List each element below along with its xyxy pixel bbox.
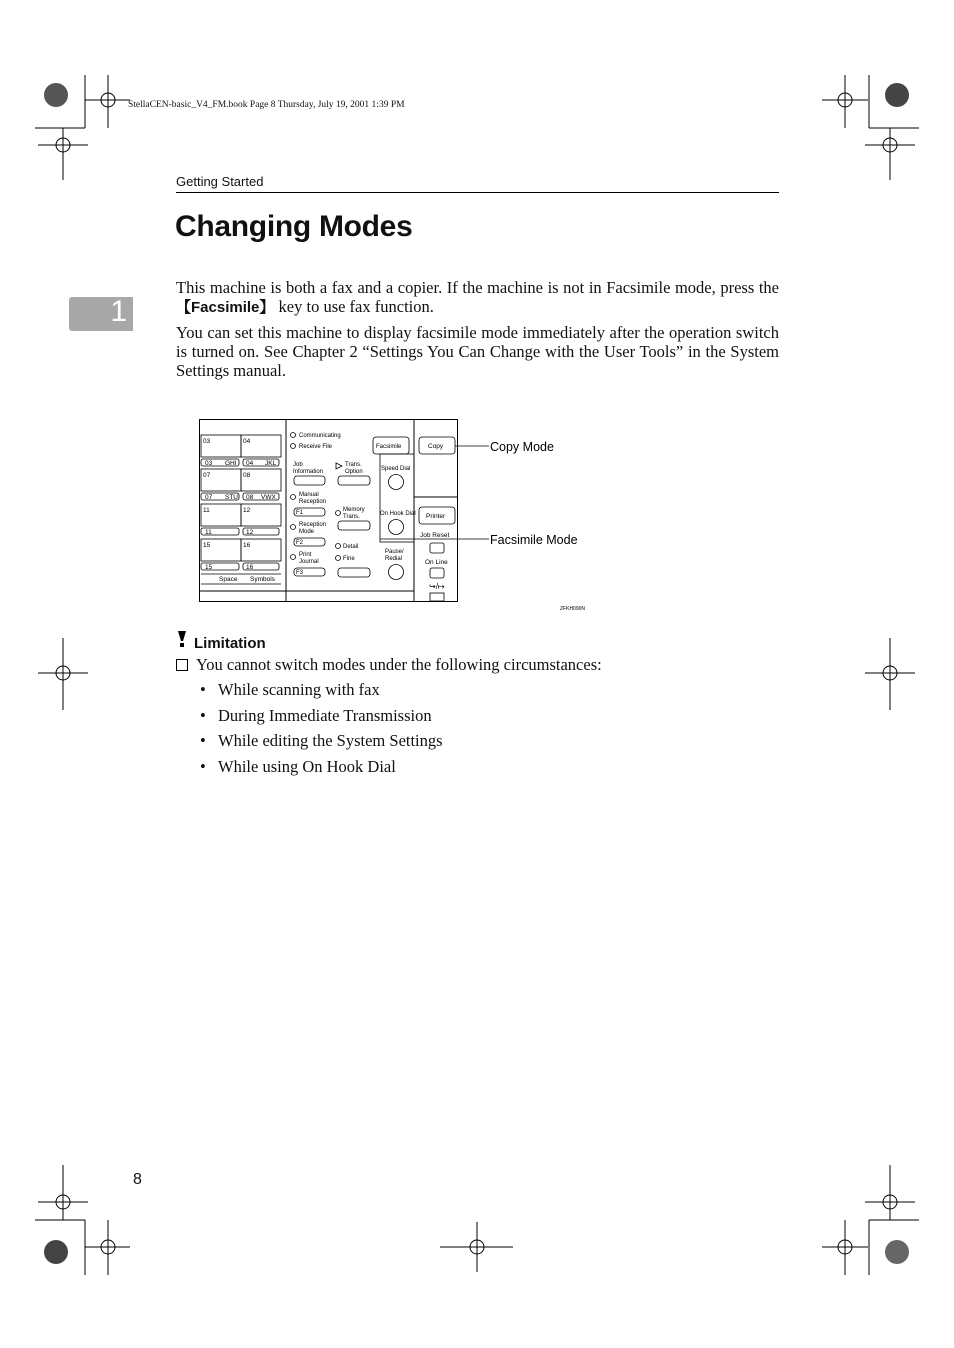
power-symbol-icon: ↪/↦ <box>429 582 445 591</box>
page-title: Changing Modes <box>175 210 413 243</box>
key-15-tag: 15 <box>205 564 213 571</box>
key-stu-tag: STU <box>225 494 238 501</box>
key-12-tag: 12 <box>246 529 254 536</box>
key-11-tag: 11 <box>205 529 212 536</box>
limitation-icon <box>176 630 188 652</box>
intro-paragraph <box>176 278 779 317</box>
trans-option-label-1: Trans. <box>345 462 362 468</box>
key-bracket-close: 】 <box>259 299 275 316</box>
printer-key-label: Printer <box>426 513 446 520</box>
facsimile-mode-callout: Facsimile Mode <box>490 533 578 547</box>
key-03-label: 03 <box>203 438 211 445</box>
key-15-label: 15 <box>203 542 211 549</box>
key-bracket-open: 【 <box>176 299 192 316</box>
control-panel-diagram <box>199 419 594 614</box>
print-journal-label-1: Print <box>299 552 312 558</box>
limitation-note <box>176 655 602 675</box>
header-rule <box>176 192 779 193</box>
key-08-label: 08 <box>243 472 251 479</box>
key-12-label: 12 <box>243 507 251 514</box>
limitation-heading-text: Limitation <box>194 635 266 652</box>
key-11-label: 11 <box>203 507 210 514</box>
limitation-heading <box>176 630 266 652</box>
limitation-list <box>200 680 443 782</box>
figure-code: ZFKH090N <box>560 606 586 612</box>
list-item <box>200 680 443 706</box>
list-item-text: While using On Hook Dial <box>218 756 396 776</box>
f2-key-label: F2 <box>296 540 304 546</box>
communicating-indicator-label: Communicating <box>299 433 341 439</box>
list-item-text: While editing the System Settings <box>218 731 443 750</box>
chapter-number: 1 <box>110 295 127 328</box>
pause-redial-label-2: Redial <box>385 556 403 562</box>
print-journal-label-2: Journal <box>299 559 319 565</box>
job-reset-label: Job Reset <box>420 532 450 539</box>
memory-trans-label-2: Trans. <box>343 514 360 520</box>
f1-key-label: F1 <box>296 510 304 516</box>
f3-key-label: F3 <box>296 570 304 576</box>
bullet-icon: • <box>200 680 206 699</box>
key-04-tag: 04 <box>246 460 254 467</box>
key-vwx-tag: VWX <box>261 494 276 501</box>
key-04-label: 04 <box>243 438 251 445</box>
registration-disk <box>885 1240 909 1264</box>
settings-paragraph: You can set this machine to display facsimile mode immediately after the operation switch is turned on. See Chapter 2 “Settings You Can Change with the User Tools” in the System Settings manual. <box>176 323 779 380</box>
key-16-label: 16 <box>243 542 251 549</box>
reception-mode-label-1: Reception <box>299 522 327 528</box>
space-key-label: Space <box>219 576 238 583</box>
speed-dial-label: Speed Dial <box>381 466 411 472</box>
print-header-meta: StellaCEN-basic_V4_FM.book Page 8 Thursday, July 19, 2001 1:39 PM <box>128 100 405 110</box>
copy-mode-callout: Copy Mode <box>490 440 554 454</box>
bullet-icon: • <box>200 756 206 776</box>
manual-reception-label-2: Reception <box>299 499 327 505</box>
symbols-key-label: Symbols <box>250 576 275 583</box>
facsimile-key-name: Facsimile <box>191 299 260 316</box>
registration-disk <box>44 1240 68 1264</box>
detail-indicator-label: Detail <box>343 544 359 550</box>
intro-text-before: This machine is both a fax and a copier. If the machine is not in Facsimile mode, press the <box>176 278 779 297</box>
pause-redial-label-1: Pause/ <box>385 549 404 555</box>
facsimile-key-label: Facsimile <box>376 444 402 450</box>
key-ghi-tag: GHI <box>225 460 237 467</box>
running-header: Getting Started <box>176 174 264 189</box>
memory-trans-label-1: Memory <box>343 507 365 513</box>
key-16-tag: 16 <box>246 564 254 571</box>
chapter-tab <box>69 297 133 331</box>
receive-file-indicator-label: Receive File <box>299 444 333 450</box>
intro-text-after: key to use fax function. <box>274 297 434 316</box>
on-line-label: On Line <box>425 559 448 566</box>
limitation-intro-text: You cannot switch modes under the following circumstances: <box>196 655 602 674</box>
manual-reception-label-1: Manual <box>299 492 319 498</box>
reception-mode-label-2: Mode <box>299 529 315 535</box>
checkbox-bullet-icon <box>176 659 188 671</box>
key-07-tag: 07 <box>205 494 213 501</box>
key-03-tag: 03 <box>205 460 213 467</box>
key-jkl-tag: JKL <box>265 460 277 467</box>
list-item <box>200 731 443 757</box>
list-item <box>200 706 443 732</box>
key-08-tag: 08 <box>246 494 254 501</box>
list-item-text: During Immediate Transmission <box>218 705 432 725</box>
list-item <box>200 757 443 783</box>
copy-key-label: Copy <box>428 443 444 450</box>
list-item-text: While scanning with fax <box>218 680 380 699</box>
fine-indicator-label: Fine <box>343 556 355 562</box>
bullet-icon: • <box>200 705 206 725</box>
registration-disk <box>885 83 909 107</box>
on-hook-dial-label: On Hook Dial <box>380 511 416 517</box>
bullet-icon: • <box>200 731 206 750</box>
registration-disk <box>44 83 68 107</box>
key-07-label: 07 <box>203 472 211 479</box>
job-information-label-1: Job <box>293 462 303 468</box>
job-information-label-2: Information <box>293 469 324 475</box>
page-number: 8 <box>133 1171 142 1188</box>
trans-option-label-2: Option <box>345 469 363 475</box>
